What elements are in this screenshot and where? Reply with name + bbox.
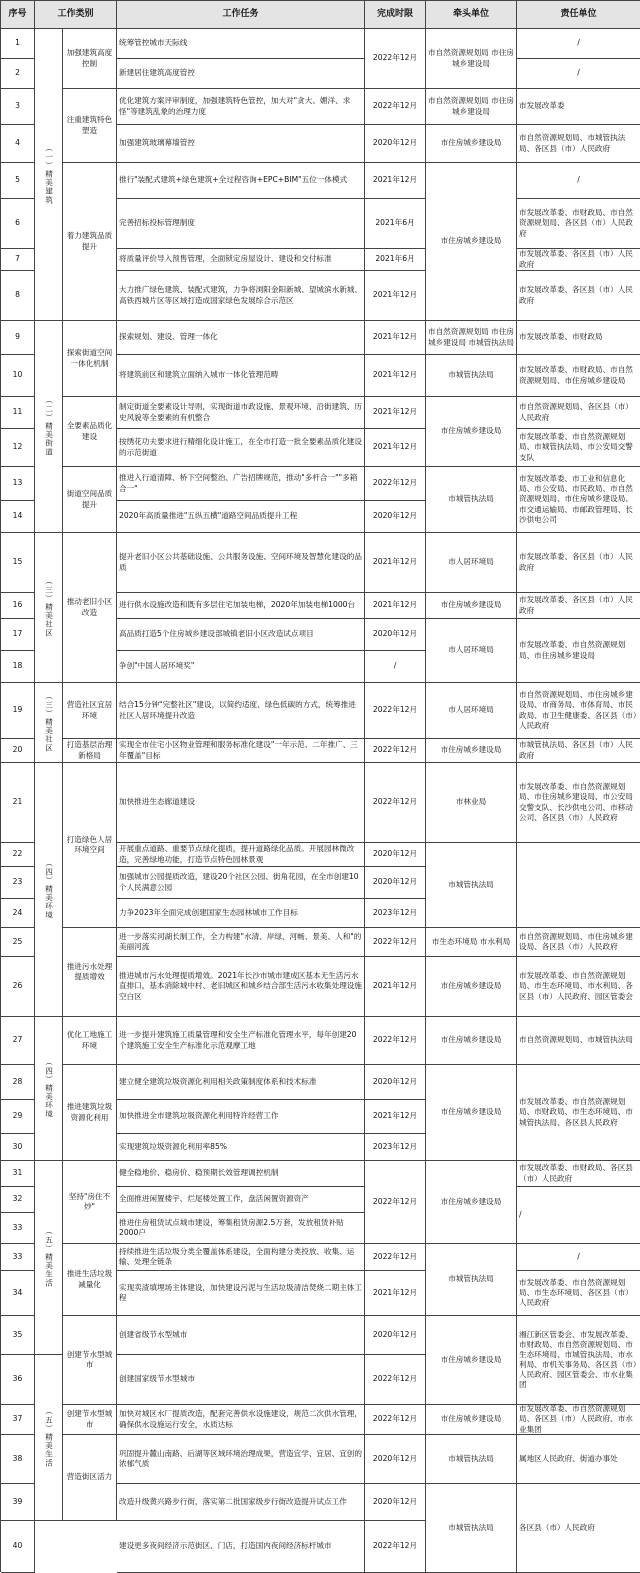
- row-number: 35: [1, 1316, 35, 1355]
- sub-category: 加强建筑高度控制: [63, 29, 117, 89]
- category-group: （四）精美环境: [35, 1017, 63, 1161]
- row-number: 4: [1, 125, 35, 163]
- column-header: 工作任务: [117, 1, 365, 29]
- row-number: 39: [1, 1484, 35, 1521]
- sub-category: 推进污水处理提质增效: [63, 928, 117, 1017]
- deadline: 2023年12月: [365, 1134, 426, 1161]
- deadline: 2022年12月: [365, 1355, 426, 1405]
- sub-category: 坚持"房住不炒": [63, 1161, 117, 1244]
- sub-category: 创建节水型城市: [63, 1316, 117, 1405]
- deadline: 2021年12月: [365, 321, 426, 355]
- sub-category: 打造基层治理新格局: [63, 739, 117, 763]
- responsible-unit: 市自然资源规划局、市城管执法局、各区县（市）人民政府: [517, 125, 640, 163]
- row-number: 13: [1, 467, 35, 501]
- work-task: 进行供水设施改造和既有多层住宅加装电梯，2020年加装电梯1000台: [117, 593, 365, 619]
- row-number: 17: [1, 619, 35, 651]
- category-group: （三）精美社区: [35, 533, 63, 683]
- work-task: 创建国家级节水型城市: [117, 1355, 365, 1405]
- responsible-unit: 市发展改革委、市财政局、市自然资源规划局、各区县（市）人民政府: [517, 199, 640, 249]
- work-task: 持续推进生活垃圾分类全覆盖体系建设，全面构建分类投放、收集、运输、处理全链条: [117, 1244, 365, 1271]
- sub-category: 全要素品质化建设: [63, 397, 117, 467]
- row-number: 19: [1, 683, 35, 739]
- deadline: 2021年12月: [365, 397, 426, 429]
- deadline: 2021年6月: [365, 199, 426, 249]
- row-number: 36: [1, 1355, 35, 1405]
- work-task: 加强建筑玻璃幕墙管控: [117, 125, 365, 163]
- lead-unit: 市林业局: [426, 763, 517, 843]
- row-number: 16: [1, 593, 35, 619]
- category-group: （二）精美街道: [35, 321, 63, 533]
- deadline: 2022年12月: [365, 467, 426, 501]
- responsible-unit: /: [517, 59, 640, 89]
- row-number: 2: [1, 59, 35, 89]
- row-number: 11: [1, 397, 35, 429]
- work-task: 巩固提升麓山南路、后湖等区域环境治理成果，营造宜学、宜居、宜创的浓郁气质: [117, 1435, 365, 1484]
- row-number: 28: [1, 1065, 35, 1100]
- deadline: 2021年12月: [365, 593, 426, 619]
- responsible-unit: 属地区人民政府、街道办事处: [517, 1435, 640, 1484]
- responsible-unit: 市自然资源规划局、各区县（市）人民政府: [517, 397, 640, 429]
- work-task: 推进入行道清障、桥下空间整治、广告招牌规范，推动"多杆合一""多箱合一": [117, 467, 365, 501]
- sub-category: 推进建筑垃圾资源化利用: [63, 1065, 117, 1161]
- deadline: 2022年12月: [365, 1017, 426, 1065]
- responsible-unit: 市发展改革委、市自然资源规划局、市住房城乡建设局、市公安局交警支队、长沙供电公司、市移动公司、各区县（市）人民政府: [517, 763, 640, 843]
- deadline: 2020年12月: [365, 1435, 426, 1484]
- sub-category: 营造街区活力: [63, 1435, 117, 1521]
- sub-category: 推动老旧小区改造: [63, 533, 117, 683]
- lead-unit: 市住房城乡建设局: [426, 739, 517, 763]
- work-task: 制定街道全要素设计导则，实现街道市政设施、景观环境、沿街建筑、历史风貌等全要素的有机整合: [117, 397, 365, 429]
- row-number: 8: [1, 271, 35, 321]
- column-header: 责任单位: [517, 1, 640, 29]
- sub-category: 注重建筑特色塑造: [63, 89, 117, 163]
- deadline: 2020年12月: [365, 619, 426, 651]
- deadline: 2022年12月: [365, 763, 426, 843]
- deadline: 2020年12月: [365, 1484, 426, 1521]
- work-task: 实现卖渣填埋场主体建设，加快建设污泥与生活垃圾清洁焚烧二期主体工程: [117, 1271, 365, 1316]
- responsible-unit: /: [517, 1244, 640, 1271]
- deadline: 2022年12月: [365, 1521, 426, 1573]
- work-task: 结合15分钟"完整社区"建设，以简约适度、绿色低碳的方式，统筹推进社区人居环境提升改造: [117, 683, 365, 739]
- row-number: 10: [1, 355, 35, 397]
- work-task: 提升老旧小区公共基础设施、公共服务设施、空间环境及智慧化建设的品质: [117, 533, 365, 593]
- responsible-unit: 市自然资源规划局、市城管执法局: [517, 1017, 640, 1065]
- category-group: （五）精美生活: [35, 1355, 63, 1521]
- row-number: 40: [1, 1521, 35, 1573]
- work-task: 进一步提升建筑施工质量管理和安全生产标准化管理水平，每年创建20个建筑施工安全生产标准化示范观摩工地: [117, 1017, 365, 1065]
- lead-unit: 市人居环境局: [426, 619, 517, 683]
- row-number: 1: [1, 29, 35, 59]
- responsible-unit: 市发展改革委、市自然资源规划局、市财政局、市生态环境局、市城管执法局、各区县人民政府: [517, 1065, 640, 1161]
- lead-unit: 市人居环境局: [426, 533, 517, 593]
- responsible-unit: 市发展改革委、各区县（市）人民政府: [517, 533, 640, 593]
- column-header: 序号: [1, 1, 35, 29]
- row-number: 20: [1, 739, 35, 763]
- work-task: 将建筑前区和建筑立面纳入城市一体化管理范畴: [117, 355, 365, 397]
- responsible-unit: 市发展改革委、市自然资源规划局、市城管执法局、市公安局交警支队: [517, 429, 640, 467]
- row-number: 5: [1, 163, 35, 199]
- work-task: 推进城市污水处理提质增效。2021年长沙市城市建成区基本无生活污水直排口，基本消除城中村、老旧城区和城乡结合部生活污水收集处理设施空白区: [117, 957, 365, 1017]
- row-number: 14: [1, 501, 35, 533]
- deadline: 2021年12月: [365, 533, 426, 593]
- lead-unit: 市住房城乡建设局: [426, 1065, 517, 1161]
- lead-unit: 市住房城乡建设局: [426, 593, 517, 619]
- lead-unit: 市城管执法局: [426, 355, 517, 397]
- work-task: 将质量评价导入预售管理，全面锁定房屋设计、建设和交付标准: [117, 249, 365, 271]
- lead-unit: 市住房城乡建设局: [426, 1316, 517, 1405]
- lead-unit: 市自然资源规划局 市住房城乡建设局 市城管执法局: [426, 321, 517, 355]
- responsible-unit: 市发展改革委、市财政局: [517, 321, 640, 355]
- column-header: 工作类别: [35, 1, 117, 29]
- responsible-unit: 市发展改革委、各区县（市）人民政府: [517, 271, 640, 321]
- row-number: 18: [1, 651, 35, 683]
- deadline: 2022年12月: [365, 683, 426, 739]
- work-task: 推行"装配式建筑+绿色建筑+全过程咨询+EPC+BIM"五位一体模式: [117, 163, 365, 199]
- work-task: 新建居住建筑高度管控: [117, 59, 365, 89]
- responsible-unit: 市自然资源规划局、市住房城乡建设局、各区县（市）人民政府: [517, 928, 640, 957]
- category-group: （四）精美环境: [35, 763, 63, 1017]
- deadline: 2021年12月: [365, 957, 426, 1017]
- deadline: 2020年12月: [365, 843, 426, 867]
- deadline: 2021年12月: [365, 429, 426, 467]
- responsible-unit: 市城管执法局、各区县（市）人民政府: [517, 739, 640, 763]
- work-task: 完善招标投标管理制度: [117, 199, 365, 249]
- work-task: 力争2023年全面完成创建国家生态园林城市工作目标: [117, 899, 365, 928]
- row-number: 33: [1, 1244, 35, 1271]
- sub-category: 营造社区宜居环境: [63, 683, 117, 739]
- row-number: 32: [1, 1187, 35, 1213]
- row-number: 22: [1, 843, 35, 867]
- responsible-unit: [517, 843, 640, 928]
- deadline: 2022年12月: [365, 1244, 426, 1271]
- responsible-unit: /: [517, 29, 640, 59]
- work-task: 实现建筑垃圾资源化利用率85%: [117, 1134, 365, 1161]
- row-number: 38: [1, 1435, 35, 1484]
- row-number: 34: [1, 1271, 35, 1316]
- work-task: 建立健全建筑垃圾资源化利用相关政策制度体系和技术标准: [117, 1065, 365, 1100]
- responsible-unit: 各区县（市）人民政府: [517, 1484, 640, 1573]
- responsible-unit: 市发展改革委、市自然资源规划局、市生态环境局、各区县（市）人民政府: [517, 1271, 640, 1316]
- sub-category: 推进生活垃圾减量化: [63, 1244, 117, 1316]
- sub-category: 打造绿色人居环境空间: [63, 763, 117, 928]
- deadline: /: [365, 651, 426, 683]
- work-task: 加快对城区水厂提质改造，配套完善供水设施建设，规范二次供水管理，确保供水设施运行安全，水质达标: [117, 1405, 365, 1435]
- row-number: 23: [1, 867, 35, 899]
- deadline: 2022年12月: [365, 928, 426, 957]
- sub-category: 创建节水型城市: [63, 1405, 117, 1435]
- deadline: 2020年12月: [365, 125, 426, 163]
- deadline: 2022年12月: [365, 29, 426, 89]
- responsible-unit: 市发展改革委、市自然资源规划局、各区县（市）人民政府、市水业集团: [517, 1405, 640, 1435]
- row-number: 37: [1, 1405, 35, 1435]
- work-task: 争创"中国人居环境奖": [117, 651, 365, 683]
- row-number: 12: [1, 429, 35, 467]
- work-task: 优化建筑方案评审制度，加强建筑特色管控，加大对"贪大、媚洋、求怪"等建筑乱象的治理力度: [117, 89, 365, 125]
- work-task: 按绣花功夫要求进行精细化设计施工，在全市打造一批全要素品质化建设的示范街道: [117, 429, 365, 467]
- work-task: 高品质打造5个住房城乡建设部城镇老旧小区改造试点项目: [117, 619, 365, 651]
- lead-unit: 市城管执法局: [426, 1244, 517, 1316]
- deadline: 2021年12月: [365, 1100, 426, 1134]
- responsible-unit: /: [517, 1187, 640, 1244]
- deadline: 2020年12月: [365, 867, 426, 899]
- responsible-unit: 市发展改革委、各区县（市）人民政府: [517, 593, 640, 619]
- row-number: 15: [1, 533, 35, 593]
- row-number: 27: [1, 1017, 35, 1065]
- row-number: 9: [1, 321, 35, 355]
- sub-category: 着力建筑品质提升: [63, 163, 117, 321]
- deadline: 2021年6月: [365, 249, 426, 271]
- lead-unit: 市住房城乡建设局: [426, 1405, 517, 1435]
- category-group: （一）精美建筑: [35, 29, 63, 321]
- row-number: 33: [1, 1213, 35, 1244]
- deadline: 2020年12月: [365, 501, 426, 533]
- work-task: 进一步落实河湖长制工作，全力构建"水清、岸绿、河畅、景美、人和"的美丽河流: [117, 928, 365, 957]
- responsible-unit: 市发展改革委、市工业和信息化局、市公安局、市民政局、市自然资源规划局、市住房城乡建设局、市交通运输局、市邮政管理局、长沙供电公司: [517, 467, 640, 533]
- work-task: 改造升级黄兴路步行街，落实第二批国家级步行街改造提升试点工作: [117, 1484, 365, 1521]
- responsible-unit: 市发展改革委、市自然资源规划局、市住房城乡建设局: [517, 619, 640, 683]
- responsible-unit: 市发展改革委: [517, 89, 640, 125]
- work-task: 加快推进全市建筑垃圾资源化利用特许经营工作: [117, 1100, 365, 1134]
- responsible-unit: /: [517, 163, 640, 199]
- lead-unit: 市生态环境局 市水利局: [426, 928, 517, 957]
- row-number: 30: [1, 1134, 35, 1161]
- lead-unit: 市城管执法局: [426, 1435, 517, 1484]
- responsible-unit: 湘江新区管委会、市发展改革委、市财政局、市自然资源规划局、市生态环境局、市城管执法局、市水利局、市机关事务局、各区县（市）人民政府、园区管委会、市水业集团: [517, 1316, 640, 1405]
- work-task: 统筹管控城市天际线: [117, 29, 365, 59]
- work-task: 加快推进生态廊道建设: [117, 763, 365, 843]
- work-task: 探索规划、建设、管理一体化: [117, 321, 365, 355]
- row-number: 21: [1, 763, 35, 843]
- work-task: 健全稳地价、稳房价、稳预期长效管理调控机制: [117, 1161, 365, 1187]
- row-number: 24: [1, 899, 35, 928]
- responsible-unit: 市发展改革委、市财政局、各区县（市）人民政府: [517, 1161, 640, 1187]
- lead-unit: 市住房城乡建设局: [426, 163, 517, 321]
- lead-unit: 市人居环境局: [426, 683, 517, 739]
- work-task: 加强城市公园提质改造，建设20个社区公园、街角花园，在全市创建10个人民满意公园: [117, 867, 365, 899]
- work-task: 大力推广绿色建筑、装配式建筑，力争将浏阳金阳新城、望城滨水新城、高铁西城片区等区域打造成国家绿色发展综合示范区: [117, 271, 365, 321]
- deadline: 2021年12月: [365, 163, 426, 199]
- row-number: 7: [1, 249, 35, 271]
- lead-unit: 市住房城乡建设局: [426, 125, 517, 163]
- deadline: 2022年12月: [365, 89, 426, 125]
- lead-unit: 市自然资源规划局 市住房城乡建设局: [426, 29, 517, 89]
- row-number: 6: [1, 199, 35, 249]
- lead-unit: 市城管执法局: [426, 1484, 517, 1573]
- work-task: 建设更多夜间经济示范街区、门店，打造国内夜间经济标杆城市: [117, 1521, 365, 1573]
- work-task: 创建省级节水型城市: [117, 1316, 365, 1355]
- row-number: 29: [1, 1100, 35, 1134]
- deadline: 2021年12月: [365, 355, 426, 397]
- deadline: 2023年12月: [365, 899, 426, 928]
- work-task: 全面推进闲置楼宇、烂尾楼处置工作，盘活闲置资源资产: [117, 1187, 365, 1213]
- category-group: （五）精美生活: [35, 1161, 63, 1355]
- deadline: 2021年12月: [365, 1271, 426, 1316]
- lead-unit: 市城管执法局: [426, 843, 517, 928]
- lead-unit: 市住房城乡建设局: [426, 1161, 517, 1244]
- responsible-unit: 市发展改革委、市财政局、市自然资源规划局、市住房城乡建设局: [517, 355, 640, 397]
- work-task: 推进住房租赁试点城市建设，筹集租赁房源2.5万套，发放租赁补贴2000户: [117, 1213, 365, 1244]
- row-number: 26: [1, 957, 35, 1017]
- work-task: 2020年高质量推进"五纵五横"道路空间品质提升工程: [117, 501, 365, 533]
- responsible-unit: 市发展改革委、市自然资源规划局、市生态环境局、市水利局、各区县（市）人民政府、园区管委会: [517, 957, 640, 1017]
- deadline: 2022年12月: [365, 739, 426, 763]
- lead-unit: 市自然资源规划局 市住房城乡建设局: [426, 89, 517, 125]
- lead-unit: 市住房城乡建设局: [426, 397, 517, 467]
- row-number: 3: [1, 89, 35, 125]
- row-number: 31: [1, 1161, 35, 1187]
- category-group: （三）精美社区: [35, 683, 63, 763]
- lead-unit: 市城管执法局: [426, 467, 517, 533]
- work-task: 实现全市住宅小区物业管理和服务标准化建设"一年示范、二年推广、三年覆盖"目标: [117, 739, 365, 763]
- row-number: 25: [1, 928, 35, 957]
- sub-category: 优化工地施工环境: [63, 1017, 117, 1065]
- deadline: 2020年12月: [365, 1065, 426, 1100]
- sub-category: 探索街道空间一体化机制: [63, 321, 117, 397]
- responsible-unit: 市发展改革委、各区县（市）人民政府: [517, 249, 640, 271]
- lead-unit: 市住房城乡建设局: [426, 1017, 517, 1065]
- deadline: 2021年12月: [365, 271, 426, 321]
- responsible-unit: 市自然资源规划局、市住房城乡建设局、市商务局、市体育局、市民政局、市卫生健康委、各区县（市）人民政府: [517, 683, 640, 739]
- deadline: 2020年12月: [365, 1316, 426, 1355]
- work-task: 开展重点道路、重要节点绿化提质，提升道路绿化品质。开展园林微改造，完善绿地功能，打造节点特色园林景观: [117, 843, 365, 867]
- column-header: 完成时限: [365, 1, 426, 29]
- sub-category: 街道空间品质提升: [63, 467, 117, 533]
- column-header: 牵头单位: [426, 1, 517, 29]
- lead-unit: 市住房城乡建设局: [426, 957, 517, 1017]
- deadline: 2022年12月: [365, 1405, 426, 1435]
- deadline: 2022年12月: [365, 1161, 426, 1244]
